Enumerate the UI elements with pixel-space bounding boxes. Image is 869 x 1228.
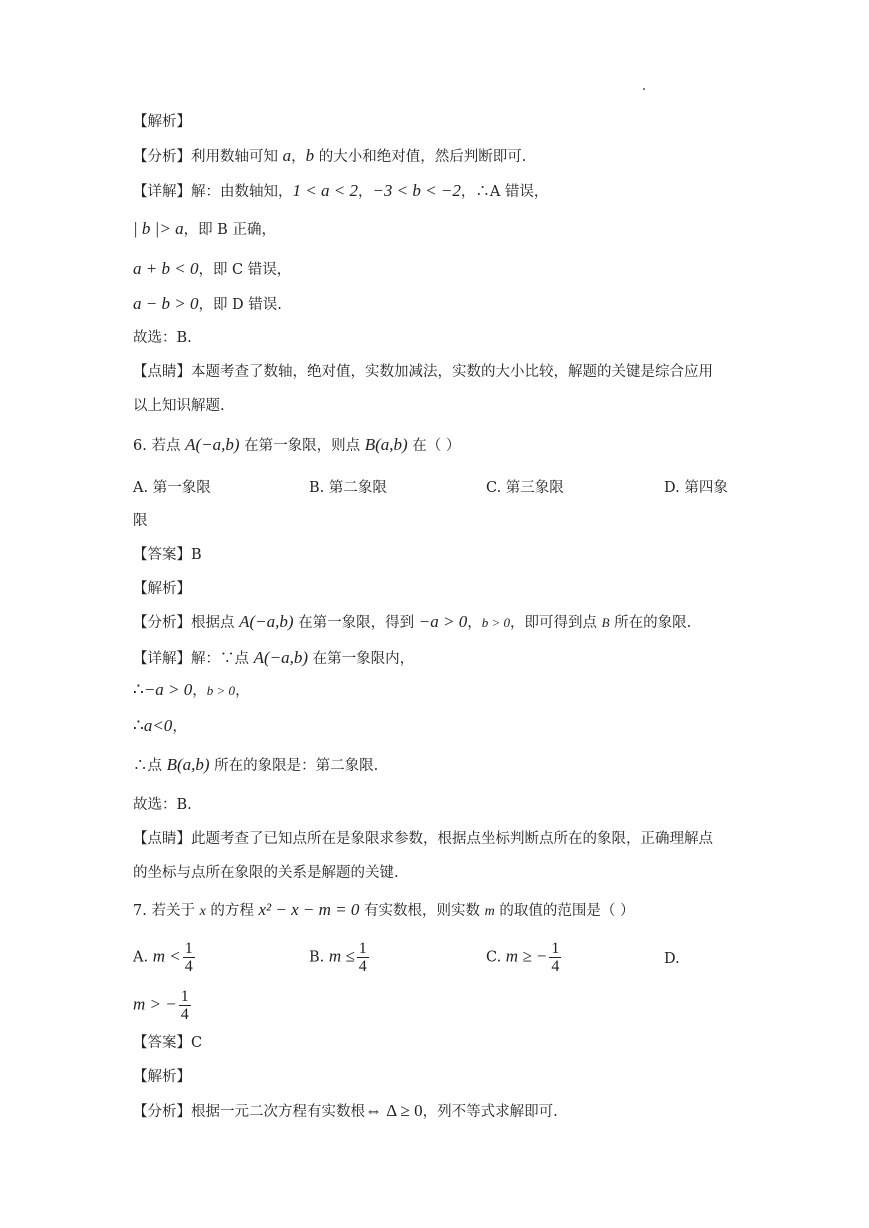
solution-step: a + b < 0，即 C 错误，	[133, 259, 292, 278]
solution-step: ∴点 B(a,b) 所在的象限是：第二象限.	[133, 755, 379, 774]
section-analysis-heading: 【解析】	[133, 581, 191, 597]
detail-line: 【详解】解：∵点 A(−a,b) 在第一象限内，	[133, 648, 415, 667]
fraction: $\frac{1}{4}$	[184, 940, 193, 975]
option-c: C. 第三象限	[486, 480, 564, 496]
analysis-line: 【分析】利用数轴可知 a，b 的大小和绝对值，然后判断即可.	[133, 146, 527, 165]
section-analysis-heading: 【解析】	[133, 1069, 191, 1085]
choice-line: 故选：B.	[133, 797, 192, 813]
option-d-wrap: 限	[133, 513, 148, 529]
fraction: $\frac{1}{4}$	[180, 988, 189, 1023]
analysis-line: 【分析】根据点 A(−a,b) 在第一象限，得到 −a > 0，b > 0，即可得到点 B 所在的象限.	[133, 612, 692, 631]
analysis-line: 【分析】根据一元二次方程有实数根⇔ Δ ≥ 0，列不等式求解即可.	[133, 1101, 558, 1120]
detail-line: 【详解】解：由数轴知，1 < a < 2，−3 < b < −2，∴A 错误，	[133, 181, 549, 200]
option-c: C. m ≥ − $\frac{1}{4}$	[486, 940, 560, 975]
solution-step: a − b > 0，即 D 错误.	[133, 294, 282, 313]
question-6: 6. 若点 A(−a,b) 在第一象限，则点 B(a,b) 在（ ）	[133, 435, 461, 454]
solution-step: ∴−a > 0，b > 0，	[133, 680, 250, 699]
page-dot	[643, 88, 645, 90]
option-d: D. 第四象	[664, 480, 728, 496]
solution-step: | b |> a，即 B 正确，	[133, 219, 276, 238]
question-7: 7. 若关于 x 的方程 x² − x − m = 0 有实数根，则实数 m 的取值的范围是（ ）	[133, 900, 635, 919]
comment-line: 【点睛】此题考查了已知点所在是象限求参数，根据点坐标判断点所在的象限，正确理解点	[133, 831, 713, 847]
section-analysis-heading: 【解析】	[133, 114, 191, 130]
option-a: A. 第一象限	[133, 480, 211, 496]
option-b: B. 第二象限	[309, 480, 387, 496]
comment-line: 【点睛】本题考查了数轴，绝对值，实数加减法，实数的大小比较，解题的关键是综合应用	[133, 364, 713, 380]
fraction: $\frac{1}{4}$	[358, 940, 367, 975]
option-b: B. m ≤ $\frac{1}{4}$	[309, 940, 367, 975]
comment-line: 以上知识解题.	[133, 398, 225, 414]
choice-line: 故选：B.	[133, 330, 192, 346]
comment-line: 的坐标与点所在象限的关系是解题的关键.	[133, 865, 399, 881]
option-d: D.	[664, 951, 680, 967]
option-d-wrap: m > − $\frac{1}{4}$	[133, 988, 189, 1023]
solution-step: ∴a<0，	[133, 716, 187, 735]
answer-line: 【答案】B	[133, 547, 202, 563]
answer-line: 【答案】C	[133, 1035, 203, 1051]
fraction: $\frac{1}{4}$	[551, 940, 560, 975]
option-a: A. m < $\frac{1}{4}$	[133, 940, 193, 975]
